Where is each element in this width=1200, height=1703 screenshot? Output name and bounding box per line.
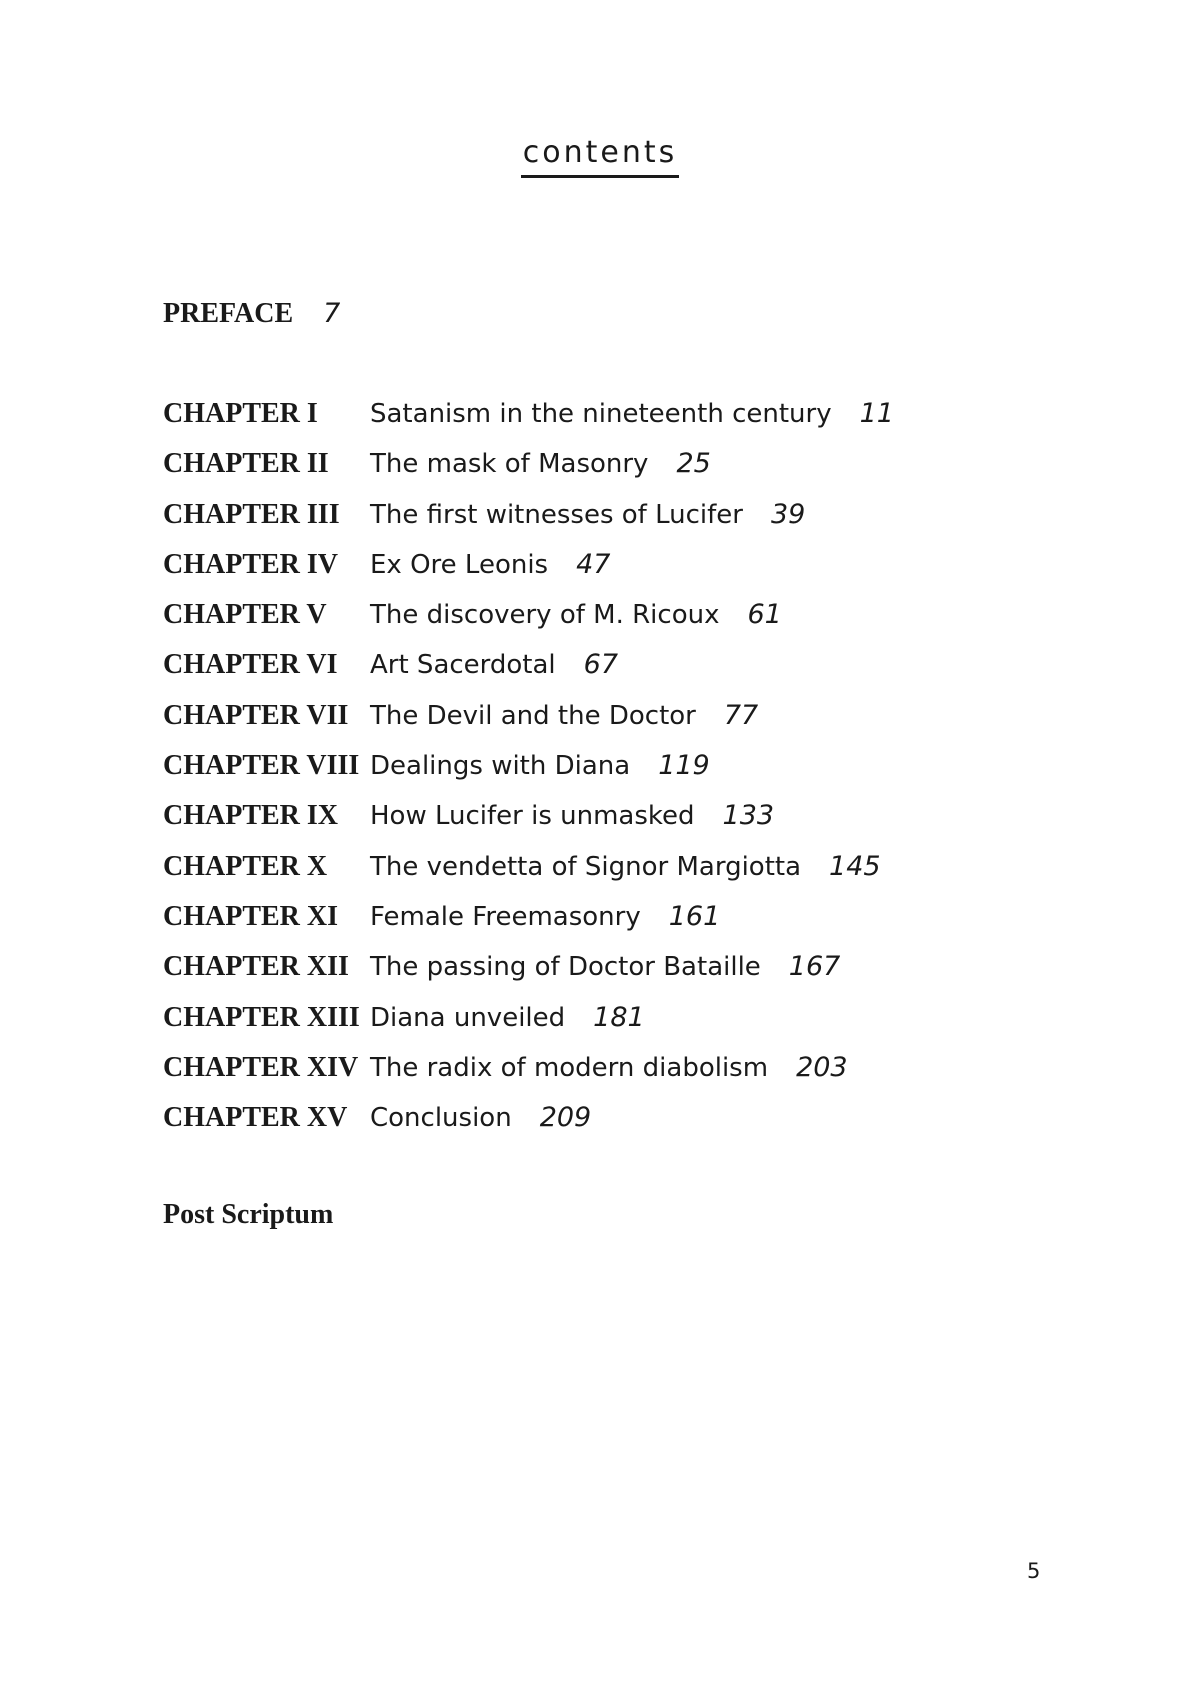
- chapter-entry-2: [163, 446, 894, 496]
- chapter-label: CHAPTER VII: [163, 699, 349, 731]
- chapter-entry-7: [163, 698, 894, 748]
- chapter-title: Ex Ore Leonis: [370, 549, 549, 580]
- chapter-title: Female Freemasonry: [370, 901, 641, 932]
- page-title: contents: [521, 138, 680, 178]
- chapter-label: CHAPTER XII: [163, 951, 349, 983]
- chapter-page-number: 161: [668, 900, 721, 932]
- chapter-title: The Devil and the Doctor: [370, 700, 696, 731]
- chapter-page-number: 39: [770, 498, 806, 530]
- chapter-title: The passing of Doctor Bataille: [370, 952, 761, 983]
- chapter-entry-10: [163, 849, 894, 899]
- chapter-page-number: 119: [658, 750, 710, 782]
- chapter-entry-3: [163, 497, 894, 547]
- chapter-label: CHAPTER III: [163, 498, 340, 530]
- chapter-page-number: 61: [747, 599, 782, 631]
- chapter-title: Conclusion: [370, 1103, 512, 1134]
- chapter-label: CHAPTER I: [163, 398, 318, 429]
- chapter-label: CHAPTER IX: [163, 800, 339, 832]
- chapter-page-number: 77: [723, 699, 759, 731]
- chapter-label: CHAPTER XV: [163, 1102, 348, 1134]
- chapter-title: The first witnesses of Lucifer: [370, 499, 743, 530]
- post-scriptum-entry: Post Scriptum: [163, 1199, 334, 1230]
- chapter-label: CHAPTER VI: [163, 649, 338, 681]
- chapter-title: The radix of modern diabolism: [370, 1052, 769, 1083]
- chapter-label: CHAPTER XI: [163, 900, 339, 932]
- chapter-page-number: 181: [593, 1001, 645, 1033]
- chapter-label: CHAPTER XIII: [163, 1001, 360, 1033]
- chapter-entry-12: [163, 949, 894, 999]
- chapter-title: Satanism in the nineteenth century: [370, 399, 832, 429]
- chapter-entry-13: [163, 1000, 894, 1050]
- chapter-title: The mask of Masonry: [370, 449, 649, 480]
- chapter-title: The discovery of M. Ricoux: [370, 600, 720, 631]
- chapter-page-number: 167: [788, 951, 841, 983]
- chapter-page-number: 145: [829, 850, 881, 882]
- preface-entry: [163, 296, 340, 332]
- chapter-page-number: 133: [722, 800, 775, 832]
- chapter-label: CHAPTER VIII: [163, 750, 360, 782]
- chapter-title: Dealings with Diana: [370, 751, 631, 782]
- chapter-entry-14: [163, 1050, 894, 1100]
- chapter-label: CHAPTER II: [163, 448, 329, 480]
- chapter-title: Diana unveiled: [370, 1002, 566, 1033]
- chapter-label: CHAPTER XIV: [163, 1051, 359, 1083]
- chapter-page-number: 47: [576, 548, 611, 580]
- chapter-label: CHAPTER X: [163, 850, 328, 882]
- chapter-entry-15: [163, 1100, 894, 1150]
- chapter-title: How Lucifer is unmasked: [370, 801, 695, 832]
- chapter-label: CHAPTER IV: [163, 548, 339, 580]
- chapter-entry-4: [163, 547, 894, 597]
- page-number: 5: [1027, 1559, 1041, 1583]
- chapter-entry-6: [163, 647, 894, 697]
- chapter-page-number: 67: [583, 649, 619, 681]
- chapter-title: The vendetta of Signor Margiotta: [370, 851, 802, 882]
- title-container: [0, 135, 1200, 178]
- chapter-page-number: 203: [796, 1051, 848, 1083]
- chapter-page-number: 25: [676, 448, 711, 480]
- chapter-entry-8: [163, 748, 894, 798]
- chapter-label: CHAPTER V: [163, 599, 327, 631]
- chapter-page-number: 11: [859, 398, 894, 429]
- chapter-page-number: 209: [539, 1102, 592, 1134]
- preface-label: PREFACE: [163, 298, 294, 329]
- preface-page-number: 7: [323, 298, 341, 329]
- chapter-entry-9: [163, 798, 894, 848]
- chapter-entry-1: [163, 396, 894, 446]
- chapter-entry-11: [163, 899, 894, 949]
- chapter-list: [163, 396, 894, 1150]
- chapter-entry-5: [163, 597, 894, 647]
- chapter-title: Art Sacerdotal: [370, 650, 556, 681]
